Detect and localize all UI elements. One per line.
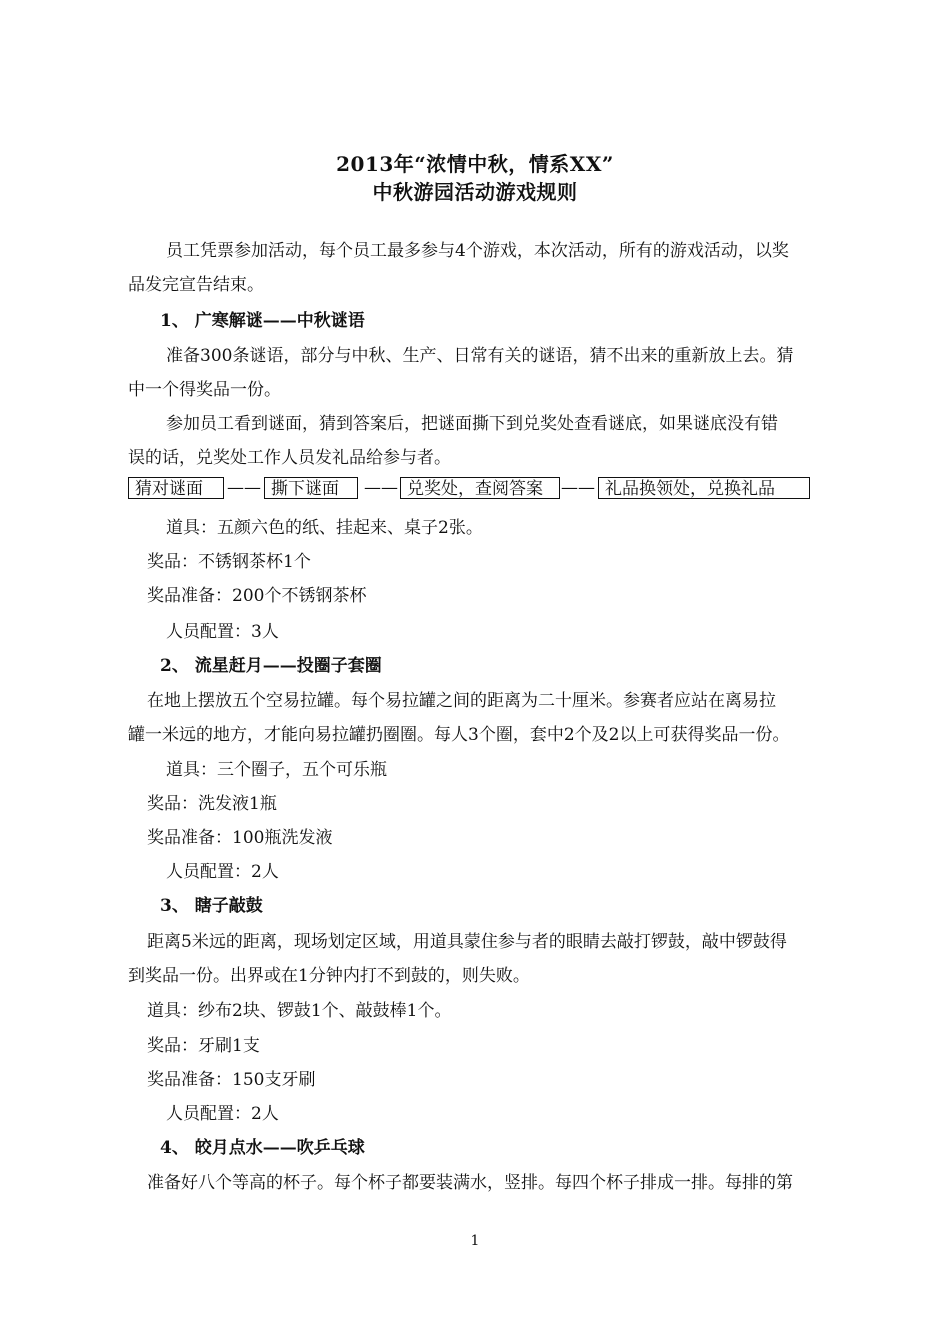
game3-props: 道具：纱布2块、锣鼓1个、敲鼓棒1个。 (147, 1001, 452, 1021)
process-flow (128, 477, 848, 503)
game2-paragraph-cont: 罐一米远的地方，才能向易拉罐扔圈圈。每人3个圈，套中2个及2以上可获得奖品一份。 (128, 725, 790, 745)
game3-staff: 人员配置：2人 (166, 1104, 279, 1124)
section-heading-4: 4、 皎月点水——吹乒乓球 (160, 1138, 365, 1158)
flow-arrow: —— (364, 478, 398, 498)
game1-paragraph-1-cont: 中一个得奖品一份。 (128, 380, 281, 400)
game1-prize-prep: 奖品准备：200个不锈钢茶杯 (147, 586, 367, 606)
game1-paragraph-2: 参加员工看到谜面，猜到答案后，把谜面撕下到兑奖处查看谜底，如果谜底没有错 (166, 414, 778, 434)
section-heading-1: 1、 广寒解谜——中秋谜语 (160, 311, 365, 331)
section-heading-2: 2、 流星赶月——投圈子套圈 (160, 656, 382, 676)
game2-staff: 人员配置：2人 (166, 862, 279, 882)
section-heading-3: 3、 瞎子敲鼓 (160, 896, 263, 916)
intro-paragraph-cont: 品发完宣告结束。 (128, 275, 264, 295)
game3-prize-prep: 奖品准备：150支牙刷 (147, 1070, 316, 1090)
game1-paragraph-2-cont: 误的话，兑奖处工作人员发礼品给参与者。 (128, 448, 451, 468)
game2-paragraph: 在地上摆放五个空易拉罐。每个易拉罐之间的距离为二十厘米。参赛者应站在离易拉 (147, 691, 776, 711)
game1-prize: 奖品：不锈钢茶杯1个 (147, 552, 311, 572)
page-number: 1 (470, 1233, 480, 1249)
game1-props: 道具：五颜六色的纸、挂起来、桌子2张。 (166, 518, 483, 538)
flow-step-check: 兑奖处，查阅答案 (400, 477, 560, 499)
game4-paragraph: 准备好八个等高的杯子。每个杯子都要装满水，竖排。每四个杯子排成一排。每排的第 (147, 1173, 793, 1193)
game1-paragraph-1: 准备300条谜语，部分与中秋、生产、日常有关的谜语，猜不出来的重新放上去。猜 (166, 346, 794, 366)
flow-arrow: —— (561, 478, 595, 498)
game3-paragraph: 距离5米远的距离，现场划定区域，用道具蒙住参与者的眼睛去敲打锣鼓，敲中锣鼓得 (147, 932, 787, 952)
game2-prize: 奖品：洗发液1瓶 (147, 794, 277, 814)
game1-staff: 人员配置：3人 (166, 622, 279, 642)
flow-arrow: —— (227, 478, 261, 498)
game2-prize-prep: 奖品准备：100瓶洗发液 (147, 828, 333, 848)
game3-paragraph-cont: 到奖品一份。出界或在1分钟内打不到鼓的，则失败。 (128, 966, 530, 986)
flow-step-guess: 猜对谜面 (128, 477, 224, 499)
flow-step-tear: 撕下谜面 (264, 477, 358, 499)
game2-props: 道具：三个圈子，五个可乐瓶 (166, 760, 387, 780)
flow-step-redeem: 礼品换领处，兑换礼品 (598, 477, 810, 499)
intro-paragraph: 员工凭票参加活动，每个员工最多参与4个游戏，本次活动，所有的游戏活动，以奖 (166, 241, 789, 261)
document-subtitle: 中秋游园活动游戏规则 (372, 180, 578, 204)
game3-prize: 奖品：牙刷1支 (147, 1036, 260, 1056)
document-title: 2013年“浓情中秋，情系XX” (336, 152, 614, 176)
